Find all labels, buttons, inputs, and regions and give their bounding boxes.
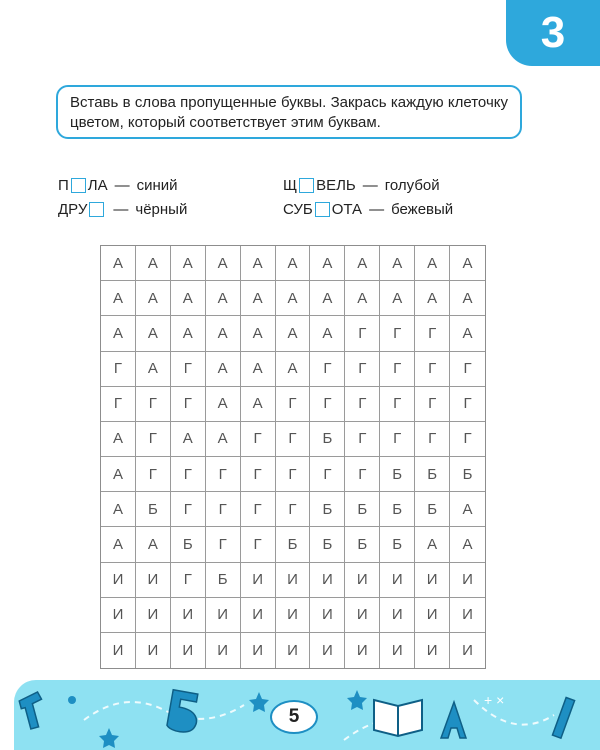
grid-cell[interactable]: А [206,246,241,281]
word-before: ДРУ [58,201,88,218]
grid-cell[interactable]: И [310,598,345,633]
grid-cell[interactable]: А [276,316,311,351]
word-before: Щ [283,177,298,194]
color-label: чёрный [135,201,188,218]
grid-cell[interactable]: Г [345,316,380,351]
grid-cell[interactable]: А [101,246,136,281]
word-before: П [58,177,69,194]
grid-cell[interactable]: Г [171,352,206,387]
grid-cell[interactable]: А [450,527,485,562]
color-label: голубой [384,177,440,194]
grid-cell[interactable]: Г [415,422,450,457]
grid-cell[interactable]: А [276,352,311,387]
chapter-number-tab: 3 [506,0,600,66]
grid-cell[interactable]: А [380,281,415,316]
grid-cell[interactable]: А [241,316,276,351]
grid-cell[interactable]: Б [415,492,450,527]
grid-cell[interactable]: Г [276,422,311,457]
grid-cell[interactable]: Г [206,527,241,562]
grid-cell[interactable]: И [380,633,415,668]
grid-cell[interactable]: А [101,457,136,492]
grid-cell[interactable]: И [345,563,380,598]
grid-cell[interactable]: А [101,316,136,351]
grid-cell[interactable]: И [276,633,311,668]
grid-cell[interactable]: И [206,633,241,668]
decor-glyph: + × [484,692,505,708]
grid-cell[interactable]: И [171,598,206,633]
grid-cell[interactable]: А [136,246,171,281]
grid-cell[interactable]: Г [206,492,241,527]
grid-cell[interactable]: Г [310,387,345,422]
word-before: СУБ [283,201,313,218]
grid-cell[interactable]: И [136,598,171,633]
grid-cell[interactable]: Г [241,422,276,457]
grid-cell[interactable]: А [276,246,311,281]
grid-cell[interactable]: А [450,316,485,351]
grid-cell[interactable]: Б [136,492,171,527]
grid-cell[interactable]: И [136,563,171,598]
grid-cell[interactable]: А [241,352,276,387]
grid-cell[interactable]: Г [101,387,136,422]
color-label: синий [136,177,178,194]
grid-cell[interactable]: И [101,563,136,598]
grid-cell[interactable]: Г [171,387,206,422]
grid-cell[interactable]: Г [380,352,415,387]
grid-cell[interactable]: Б [310,527,345,562]
grid-cell[interactable]: И [241,598,276,633]
dash: — [369,201,385,218]
grid-cell[interactable]: А [310,316,345,351]
grid-cell[interactable]: А [136,352,171,387]
instruction-box: Вставь в слова пропущенные буквы. Закрась каждую клеточку цветом, который соответствует этим буквам. [56,85,522,139]
grid-cell[interactable]: А [101,492,136,527]
grid-cell[interactable]: И [276,598,311,633]
grid-cell[interactable]: Г [345,457,380,492]
word-item [283,177,440,194]
grid-cell[interactable]: Б [415,457,450,492]
grid-cell[interactable]: Б [310,422,345,457]
color-label: бежевый [391,201,454,218]
grid-cell[interactable]: И [380,563,415,598]
grid-cell[interactable]: Б [450,457,485,492]
grid-cell[interactable]: А [241,387,276,422]
grid-cell[interactable]: А [241,281,276,316]
grid-cell[interactable]: И [171,633,206,668]
grid-cell[interactable]: А [136,527,171,562]
grid-cell[interactable]: Г [171,563,206,598]
grid-cell[interactable]: А [206,422,241,457]
missing-letter-box[interactable] [89,202,104,217]
grid-cell[interactable]: Г [276,492,311,527]
grid-cell[interactable]: А [101,422,136,457]
grid-cell[interactable]: Г [241,527,276,562]
missing-letter-box[interactable] [299,178,314,193]
dash: — [113,201,129,218]
grid-cell[interactable]: Б [310,492,345,527]
grid-cell[interactable]: И [101,633,136,668]
grid-cell[interactable]: Г [380,387,415,422]
grid-cell[interactable]: И [380,598,415,633]
grid-cell[interactable]: И [345,633,380,668]
grid-cell[interactable]: Г [415,316,450,351]
grid-cell[interactable]: И [345,598,380,633]
grid-cell[interactable]: Г [310,352,345,387]
grid-cell[interactable]: А [415,527,450,562]
grid-cell[interactable]: Г [136,457,171,492]
grid-cell[interactable]: И [241,633,276,668]
grid-cell[interactable]: А [380,246,415,281]
grid-cell[interactable]: И [415,633,450,668]
grid-cell[interactable]: Г [450,352,485,387]
grid-cell[interactable]: И [276,563,311,598]
grid-cell[interactable]: Г [310,457,345,492]
grid-cell[interactable]: Б [380,457,415,492]
grid-cell[interactable]: А [171,316,206,351]
grid-cell[interactable]: А [206,352,241,387]
grid-cell[interactable]: Г [345,422,380,457]
grid-cell[interactable]: Г [276,387,311,422]
grid-cell[interactable]: Б [380,492,415,527]
grid-cell[interactable]: Г [171,492,206,527]
grid-cell[interactable]: Б [345,527,380,562]
grid-cell[interactable]: А [101,527,136,562]
grid-cell[interactable]: А [310,246,345,281]
grid-cell[interactable]: Б [276,527,311,562]
word-after: ВЕЛЬ [316,177,356,194]
grid-cell[interactable]: А [206,281,241,316]
word-item [58,201,187,218]
word-after: ОТА [331,201,363,218]
grid-cell[interactable]: Г [136,422,171,457]
grid-cell[interactable]: Г [415,387,450,422]
missing-letter-box[interactable] [315,202,330,217]
grid-cell[interactable]: А [415,246,450,281]
grid-cell[interactable]: И [415,598,450,633]
grid-cell[interactable]: А [171,281,206,316]
word-after: ЛА [87,177,108,194]
grid-cell[interactable]: А [310,281,345,316]
grid-cell[interactable]: Г [345,387,380,422]
grid-cell[interactable]: Г [450,387,485,422]
grid-cell[interactable]: А [241,246,276,281]
grid-cell[interactable]: И [450,563,485,598]
grid-cell[interactable]: А [345,281,380,316]
grid-cell[interactable]: Г [380,316,415,351]
grid-cell[interactable]: Г [206,457,241,492]
grid-cell[interactable]: А [450,492,485,527]
grid-cell[interactable]: Г [380,422,415,457]
grid-cell[interactable]: А [206,387,241,422]
grid-cell[interactable]: А [206,316,241,351]
word-item [58,177,178,194]
grid-cell[interactable]: А [450,246,485,281]
grid-cell[interactable]: А [136,281,171,316]
grid-cell[interactable]: Г [171,457,206,492]
grid-cell[interactable]: Г [415,352,450,387]
grid-cell[interactable]: Г [450,422,485,457]
grid-cell[interactable]: Г [136,387,171,422]
grid-cell[interactable]: А [415,281,450,316]
grid-cell[interactable]: И [310,563,345,598]
grid-cell[interactable]: Б [171,527,206,562]
grid-cell[interactable]: А [171,246,206,281]
grid-cell[interactable]: Г [101,352,136,387]
coloring-grid [100,245,486,669]
word-item [283,201,453,218]
grid-cell[interactable]: А [345,246,380,281]
grid-cell[interactable]: А [450,281,485,316]
grid-cell[interactable]: И [206,598,241,633]
grid-cell[interactable]: А [171,422,206,457]
dash: — [114,177,130,194]
grid-cell[interactable]: Б [206,563,241,598]
grid-cell[interactable]: И [415,563,450,598]
grid-cell[interactable]: Г [241,492,276,527]
grid-cell[interactable]: И [450,598,485,633]
grid-cell[interactable]: И [136,633,171,668]
grid-cell[interactable]: А [136,316,171,351]
grid-cell[interactable]: И [241,563,276,598]
page-number: 5 [270,700,318,734]
grid-cell[interactable]: Б [345,492,380,527]
missing-letter-box[interactable] [71,178,86,193]
grid-cell[interactable]: Б [380,527,415,562]
grid-cell[interactable]: А [101,281,136,316]
grid-cell[interactable]: Г [241,457,276,492]
grid-cell[interactable]: И [101,598,136,633]
grid-cell[interactable]: И [462,641,473,659]
grid-cell[interactable]: И [310,633,345,668]
grid-cell[interactable]: Г [276,457,311,492]
dash: — [362,177,378,194]
grid-cell[interactable]: А [276,281,311,316]
grid-cell[interactable]: Г [345,352,380,387]
